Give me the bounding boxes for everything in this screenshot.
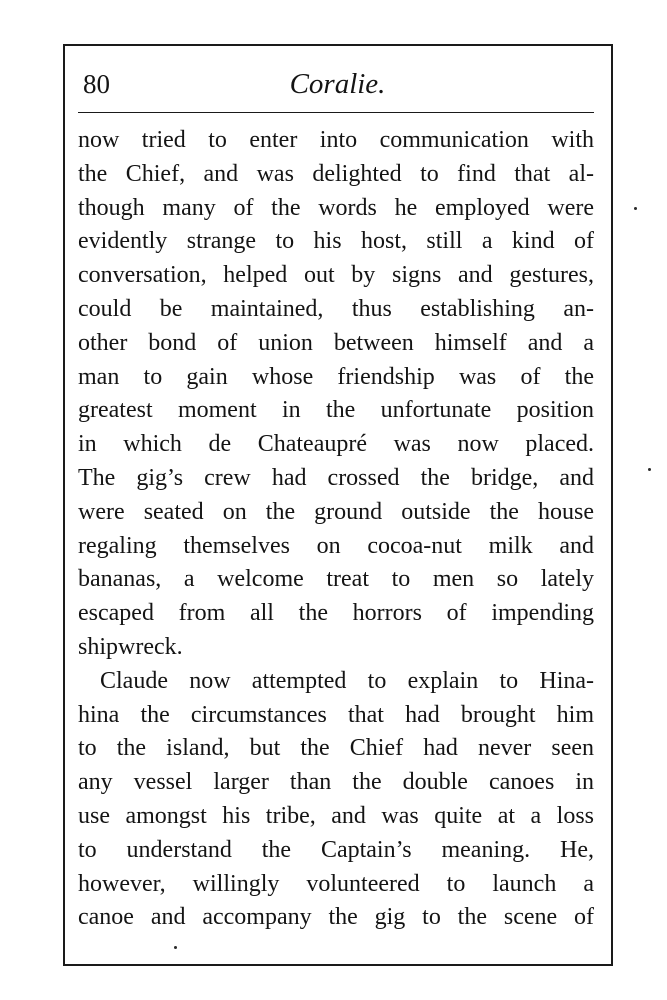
text-line: could be maintained, thus establishing an-	[78, 295, 594, 322]
text-line: however, willingly volunteered to launch a	[78, 870, 594, 897]
body-text	[78, 124, 594, 935]
text-line: shipwreck.	[78, 633, 183, 660]
text-line: now tried to enter into communication with	[78, 127, 594, 153]
ink-speck	[174, 946, 177, 949]
text-line: to understand the Captain’s meaning. He,	[78, 836, 594, 863]
text-line: conversation, helped out by signs and gestures,	[78, 262, 594, 289]
ink-speck	[634, 207, 637, 210]
text-line: Claude now attempted to explain to Hina-	[100, 667, 594, 694]
text-line: canoe and accompany the gig to the scene of	[78, 904, 594, 931]
text-line: bananas, a welcome treat to men so lately	[78, 566, 594, 593]
text-line: were seated on the ground outside the house	[78, 498, 594, 525]
text-line: greatest moment in the unfortunate position	[78, 397, 594, 424]
text-line: man to gain whose friendship was of the	[78, 363, 594, 390]
text-line: the Chief, and was delighted to find that al-	[78, 160, 594, 187]
text-line: escaped from all the horrors of impending	[78, 600, 594, 627]
page-header	[80, 66, 595, 108]
text-line: regaling themselves on cocoa-nut milk and	[78, 532, 594, 559]
running-title: Coralie.	[289, 68, 386, 100]
page-number: 80	[83, 69, 110, 99]
text-line: evidently strange to his host, still a kind of	[78, 228, 594, 255]
header-rule	[78, 112, 594, 113]
text-line: other bond of union between himself and a	[78, 329, 594, 356]
text-line: The gig’s crew had crossed the bridge, and	[78, 464, 594, 491]
text-line: use amongst his tribe, and was quite at a loss	[78, 802, 594, 829]
text-line: hina the circumstances that had brought him	[78, 701, 594, 728]
text-line: though many of the words he employed were	[78, 194, 594, 221]
text-line: to the island, but the Chief had never seen	[78, 735, 594, 762]
ink-speck	[648, 468, 651, 471]
text-line: in which de Chateaupré was now placed.	[78, 431, 594, 458]
text-line: any vessel larger than the double canoes in	[78, 769, 594, 796]
